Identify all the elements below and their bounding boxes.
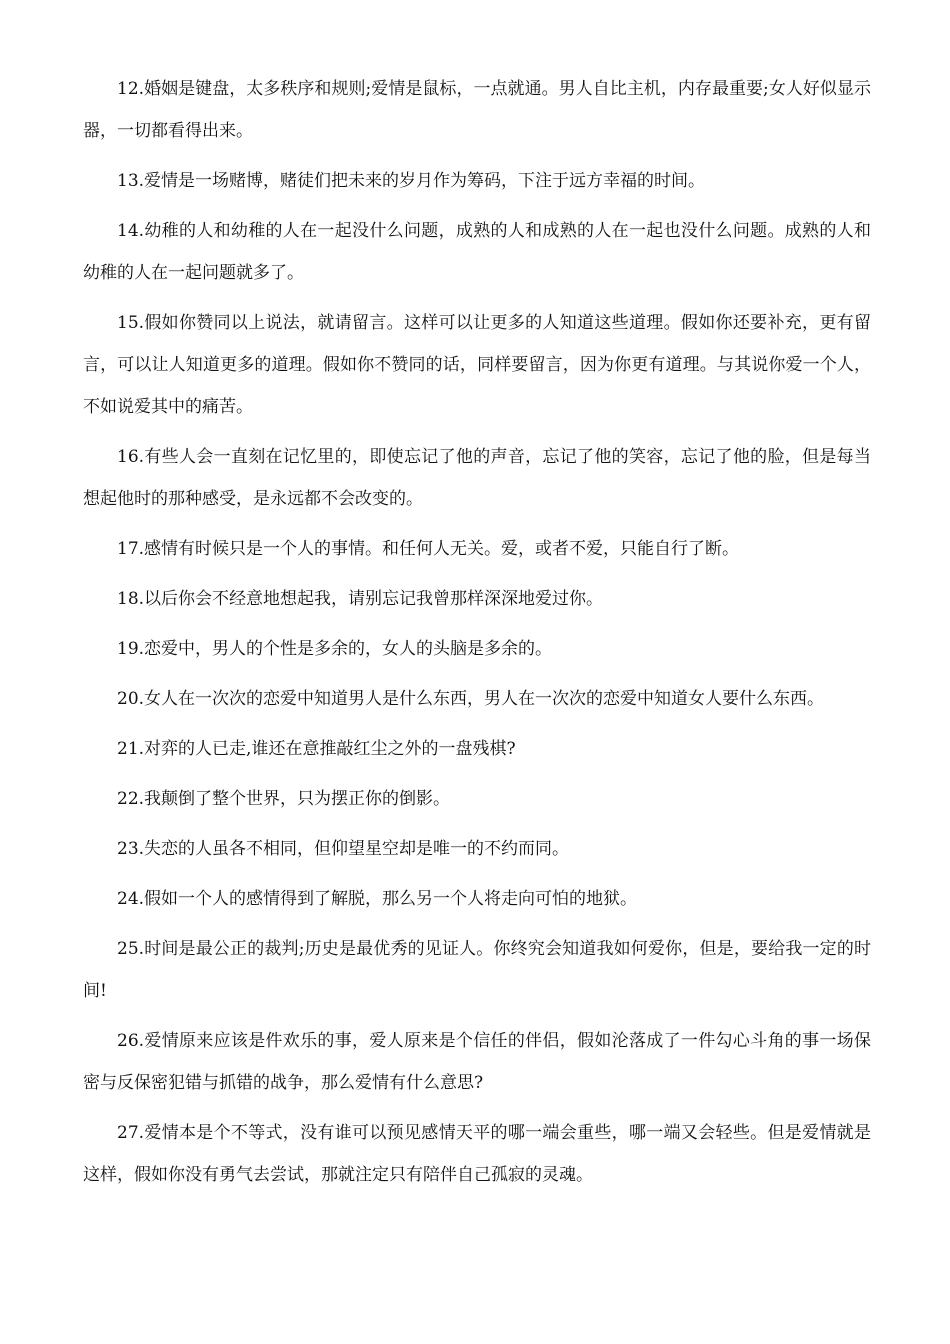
paragraph-12: 12.婚姻是键盘，太多秩序和规则;爱情是鼠标，一点就通。男人自比主机，内存最重要;女人好似显示器，一切都看得出来。 — [83, 79, 871, 141]
paragraph-24: 24.假如一个人的感情得到了解脱，那么另一个人将走向可怕的地狱。 — [117, 889, 638, 909]
paragraph-21: 21.对弈的人已走,谁还在意推敲红尘之外的一盘残棋? — [117, 739, 516, 759]
paragraph-16: 16.有些人会一直刻在记忆里的，即使忘记了他的声音，忘记了他的笑容，忘记了他的脸，但是每当想起他时的那种感受，是永远都不会改变的。 — [83, 447, 871, 509]
paragraph-23: 23.失恋的人虽各不相同，但仰望星空却是唯一的不约而同。 — [117, 839, 570, 859]
paragraph-15: 15.假如你赞同以上说法，就请留言。这样可以让更多的人知道这些道理。假如你还要补充，更有留言，可以让人知道更多的道理。假如你不赞同的话，同样要留言，因为你更有道理。与其说你爱一个人，不如说爱其中的痛苦。 — [83, 313, 871, 417]
paragraph-27: 27.爱情本是个不等式，没有谁可以预见感情天平的哪一端会重些，哪一端又会轻些。但是爱情就是这样，假如你没有勇气去尝试，那就注定只有陪伴自己孤寂的灵魂。 — [83, 1123, 871, 1185]
paragraph-18: 18.以后你会不经意地想起我，请别忘记我曾那样深深地爱过你。 — [117, 589, 604, 609]
paragraph-13: 13.爱情是一场赌博，赌徒们把未来的岁月作为筹码，下注于远方幸福的时间。 — [117, 171, 706, 191]
paragraph-14: 14.幼稚的人和幼稚的人在一起没什么问题，成熟的人和成熟的人在一起也没什么问题。成熟的人和幼稚的人在一起问题就多了。 — [83, 221, 871, 283]
paragraph-17: 17.感情有时候只是一个人的事情。和任何人无关。爱，或者不爱，只能自行了断。 — [117, 539, 740, 559]
paragraph-26: 26.爱情原来应该是件欢乐的事，爱人原来是个信任的伴侣，假如沦落成了一件勾心斗角的事一场保密与反保密犯错与抓错的战争，那么爱情有什么意思? — [83, 1031, 871, 1093]
paragraph-25: 25.时间是最公正的裁判;历史是最优秀的见证人。你终究会知道我如何爱你，但是，要给我一定的时间! — [83, 939, 871, 1001]
paragraph-20: 20.女人在一次次的恋爱中知道男人是什么东西，男人在一次次的恋爱中知道女人要什么东西。 — [117, 689, 825, 709]
paragraph-22: 22.我颠倒了整个世界，只为摆正你的倒影。 — [117, 789, 451, 809]
paragraph-19: 19.恋爱中，男人的个性是多余的，女人的头脑是多余的。 — [117, 639, 553, 659]
document-body — [83, 68, 871, 1204]
